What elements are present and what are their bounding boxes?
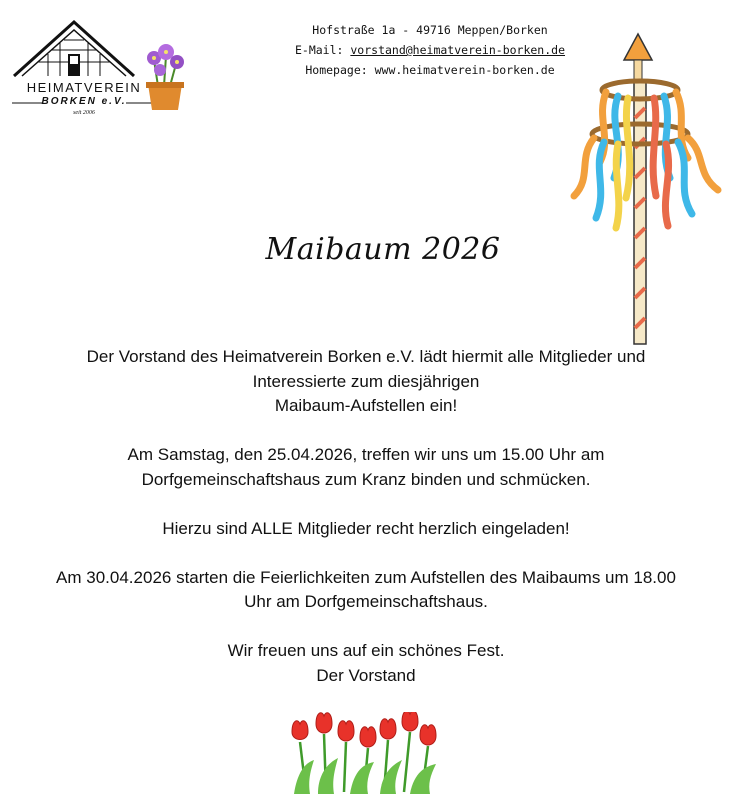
logo-subname: BORKEN e.V.: [41, 96, 127, 107]
homepage-label: Homepage:: [305, 63, 368, 77]
intro-line-3: Maibaum-Aufstellen ein!: [274, 396, 458, 415]
email-link[interactable]: vorstand@heimatverein-borken.de: [350, 43, 566, 57]
address-line: Hofstraße 1a - 49716 Meppen/Borken: [312, 23, 548, 37]
homepage-link[interactable]: www.heimatverein-borken.de: [374, 63, 555, 77]
celebration-line-1: Am 30.04.2026 starten die Feierlichkeiten zum Aufstellen des Maibaums um 18.00: [56, 567, 676, 587]
closing-line: Wir freuen uns auf ein schönes Fest.: [227, 641, 505, 660]
homepage-line: [256, 60, 604, 80]
saturday-line-1: Am Samstag, den 25.04.2026, treffen wir uns um 15.00 Uhr am: [127, 445, 605, 464]
tulips-icon: [284, 712, 444, 794]
page-title: Maibaum 2026: [265, 232, 501, 267]
email-line: [256, 40, 604, 60]
tulips-illustration: [284, 712, 444, 794]
intro-line-1: Der Vorstand des Heimatverein Borken e.V. lädt hiermit alle Mitglieder und: [86, 347, 646, 366]
intro-line-2: Interessierte zum diesjährigen: [252, 371, 480, 391]
logo-name: HEIMATVEREIN: [26, 80, 142, 95]
logo-since: seit 2006: [73, 110, 95, 116]
celebration-line-2: Uhr am Dorfgemeinschaftshaus.: [244, 592, 488, 611]
email-label: E-Mail:: [294, 43, 344, 57]
saturday-line-2: Dorfgemeinschaftshaus zum Kranz binden und schmücken.: [141, 469, 591, 489]
maypole-icon: [556, 28, 732, 348]
invite-line: Hierzu sind ALLE Mitglieder recht herzlich eingeladen!: [162, 518, 570, 538]
contact-block: [256, 20, 604, 80]
invitation-body: [0, 345, 732, 688]
signature-line: Der Vorstand: [316, 665, 416, 685]
club-logo: [8, 16, 188, 120]
maypole-illustration: [556, 28, 732, 348]
